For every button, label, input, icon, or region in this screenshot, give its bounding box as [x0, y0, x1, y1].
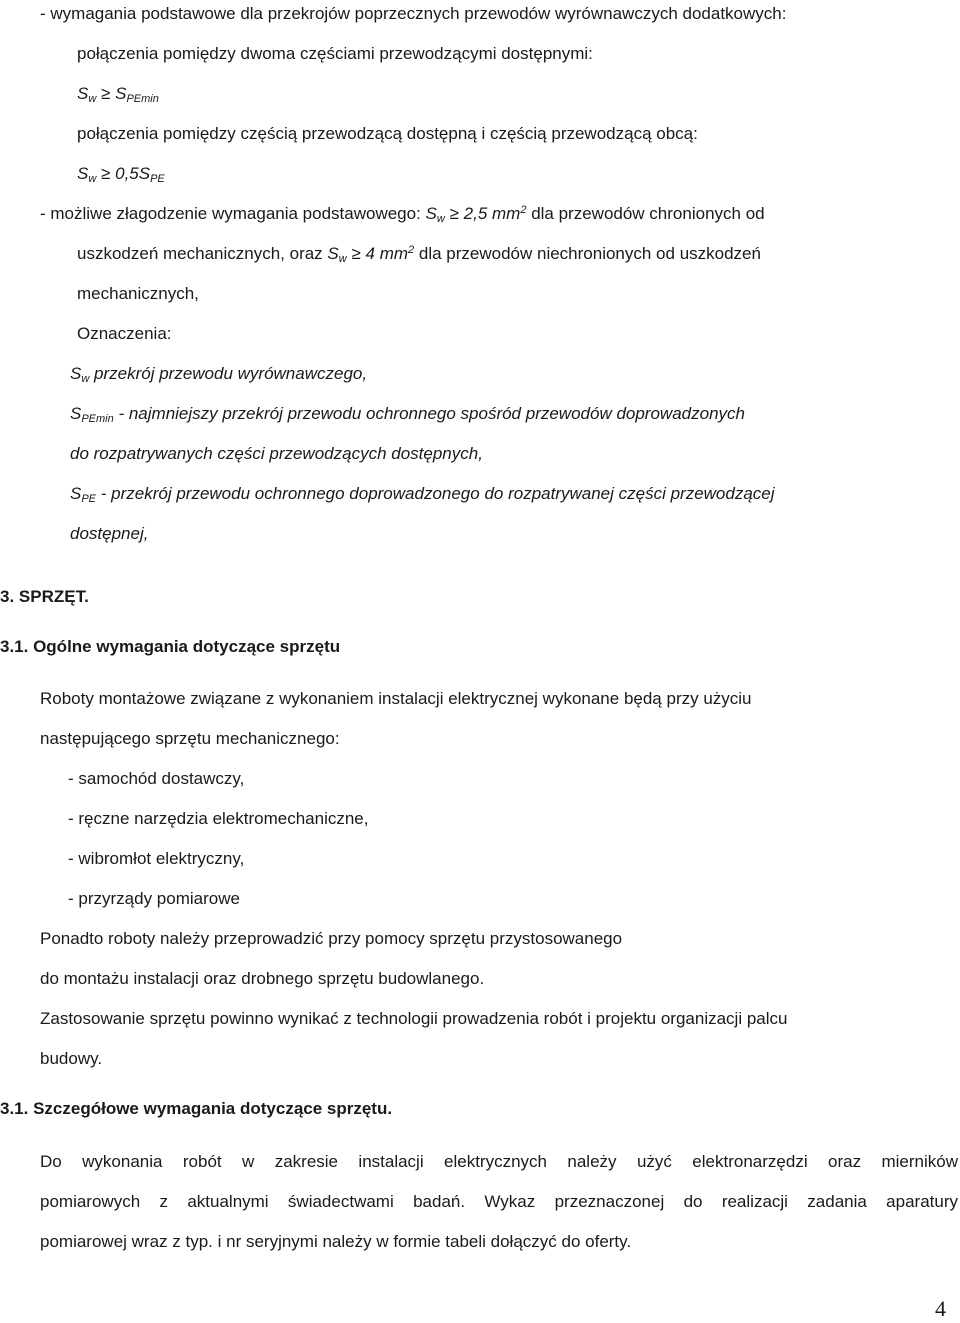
- paragraph-line: do montażu instalacji oraz drobnego sprzętu budowlanego.: [40, 969, 485, 988]
- paragraph-line: budowy.: [40, 1049, 103, 1068]
- list-item: - ręczne narzędzia elektromechaniczne,: [68, 809, 369, 828]
- connection-foreign-part-line: połączenia pomiędzy częścią przewodzącą dostępną i częścią przewodzącą obcą:: [77, 124, 698, 143]
- relaxed-requirement-line: - możliwe złagodzenie wymagania podstawowego: $S_w \ge 2,5$ $mm^2$ dla przewodów chronionych od: [40, 204, 765, 225]
- paragraph-line: następującego sprzętu mechanicznego:: [40, 729, 340, 748]
- paragraph-line: Ponadto roboty należy przeprowadzić przy pomocy sprzętu przystosowanego: [40, 929, 623, 948]
- relaxed-requirement-cont-line: uszkodzeń mechanicznych, oraz $S_w \ge 4$ $mm^2$ dla przewodów niechronionych od uszkodzeń: [77, 244, 761, 265]
- definition-spe-cont: dostępnej,: [70, 524, 149, 543]
- requirements-basic-line: - wymagania podstawowe dla przekrojów poprzecznych przewodów wyrównawczych dodatkowych:: [40, 4, 787, 23]
- mechanical-line: mechanicznych,: [77, 284, 199, 303]
- subsection-heading-detailed: 3.1. Szczegółowe wymagania dotyczące sprzętu.: [0, 1099, 393, 1118]
- list-item: - samochód dostawczy,: [68, 769, 245, 788]
- definition-sw: $S_w$ przekrój przewodu wyrównawczego,: [70, 364, 368, 385]
- paragraph-line: pomiarowej wraz z typ. i nr seryjnymi należy w formie tabeli dołączyć do oferty.: [40, 1232, 632, 1251]
- formula-sw-spemin: $S_w \ge S_{PEmin}$: [77, 84, 159, 105]
- list-item: - wibromłot elektryczny,: [68, 849, 245, 868]
- paragraph-line: Do wykonania robót w zakresie instalacji elektrycznych należy użyć elektronarzędzi oraz mierników: [40, 1152, 958, 1171]
- section-heading: 3. SPRZĘT.: [0, 587, 89, 606]
- definition-spemin: $S_{PEmin}$ - najmniejszy przekrój przewodu ochronnego spośród przewodów doprowadzonych: [70, 404, 745, 425]
- formula-sw-half-spe: $S_w \ge 0,5S_{PE}$: [77, 164, 165, 185]
- list-item: - przyrządy pomiarowe: [68, 889, 240, 908]
- paragraph-line: Zastosowanie sprzętu powinno wynikać z technologii prowadzenia robót i projektu organizacji palcu: [40, 1009, 788, 1028]
- definition-spe: $S_{PE}$ - przekrój przewodu ochronnego doprowadzonego do rozpatrywanej części przewodzącej: [70, 484, 775, 505]
- connection-two-parts-line: połączenia pomiędzy dwoma częściami przewodzącymi dostępnymi:: [77, 44, 593, 63]
- paragraph-line: Roboty montażowe związane z wykonaniem instalacji elektrycznej wykonane będą przy użyciu: [40, 689, 752, 708]
- paragraph-line: pomiarowych z aktualnymi świadectwami badań. Wykaz przeznaczonej do realizacji zadania aparatury: [40, 1192, 958, 1211]
- page-number: 4: [935, 1296, 946, 1321]
- subsection-heading-general: 3.1. Ogólne wymagania dotyczące sprzętu: [0, 637, 341, 656]
- designations-label: Oznaczenia:: [77, 324, 172, 343]
- definition-spemin-cont: do rozpatrywanych części przewodzących dostępnych,: [70, 444, 483, 463]
